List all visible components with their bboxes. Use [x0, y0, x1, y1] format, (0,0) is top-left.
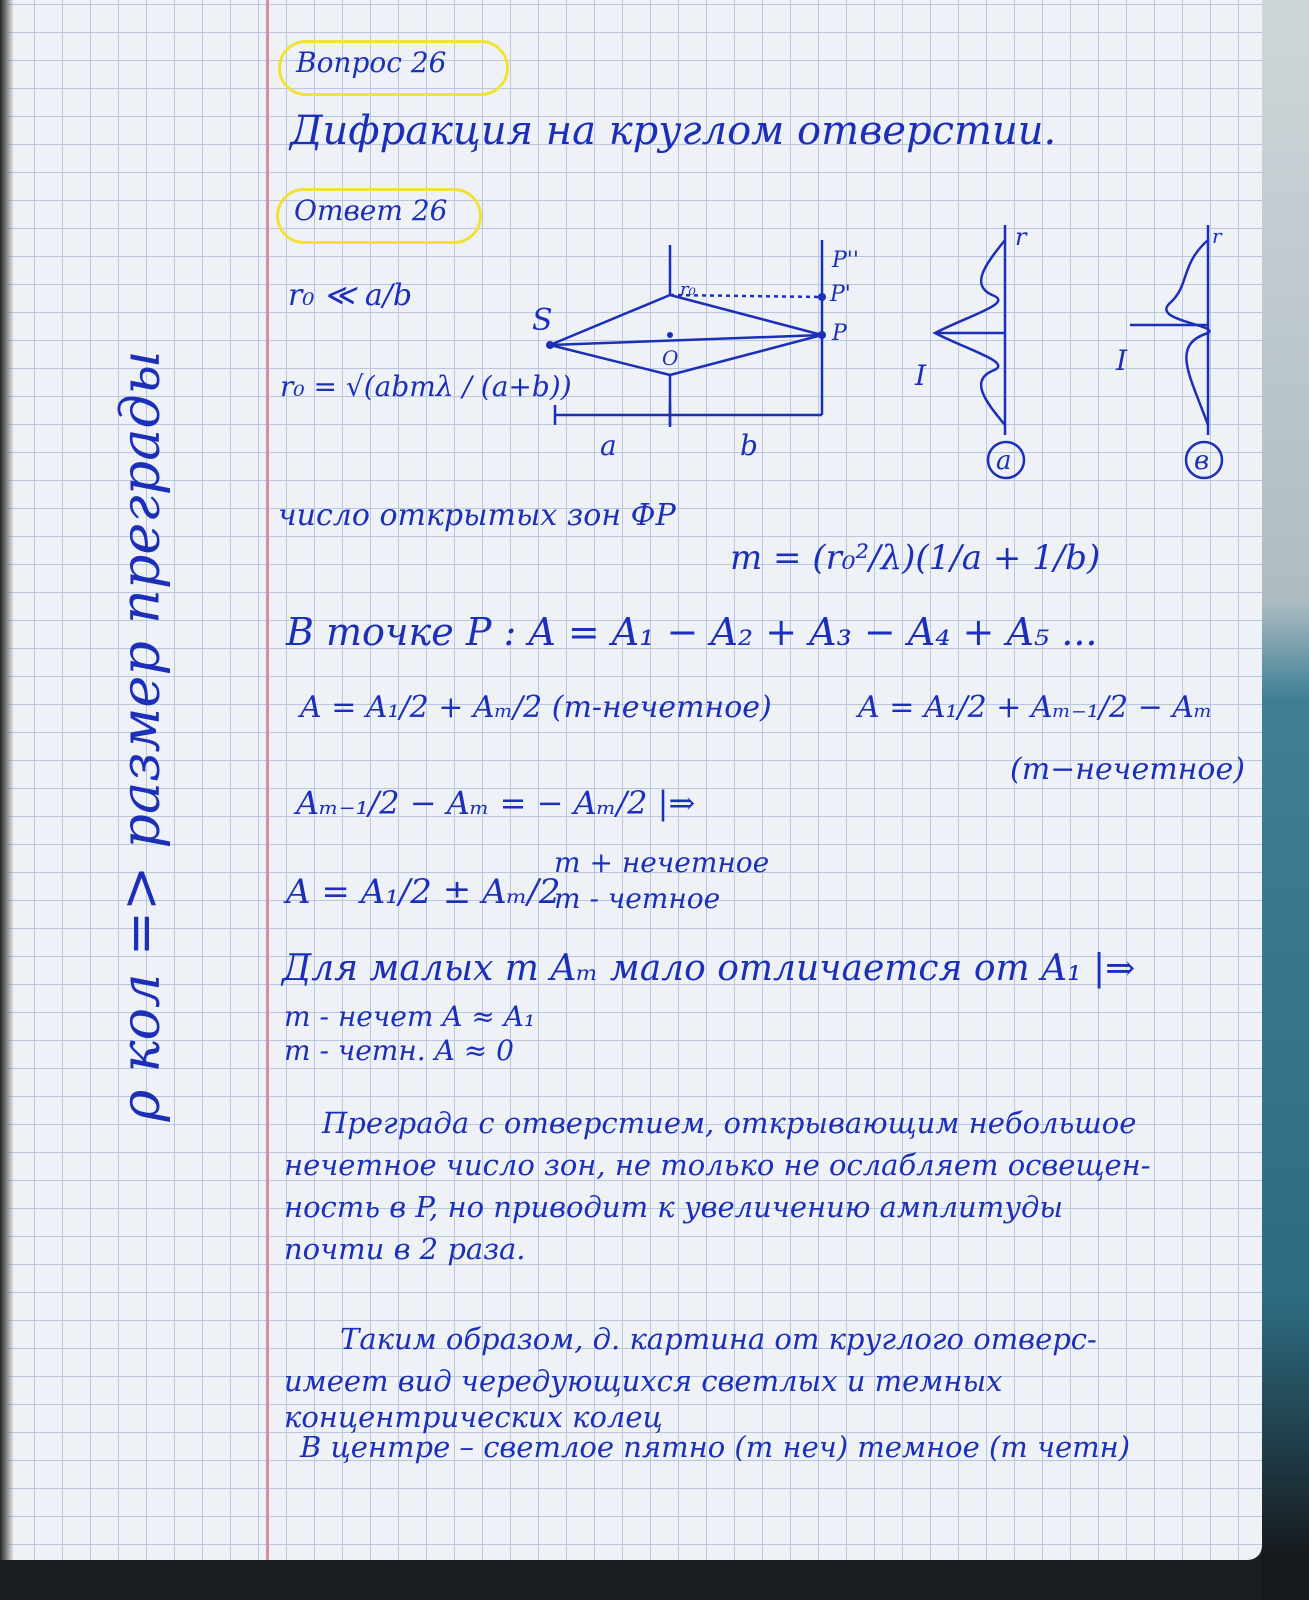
para2-line3: концентрических колец: [284, 1400, 663, 1434]
case-b-label: в: [1194, 446, 1210, 476]
margin-note: ρ кол => размер преграды: [108, 350, 172, 1122]
para1-line2: нечетное число зон, не только не ослабляет освещен-: [284, 1148, 1151, 1182]
odd-case: m - нечет A ≈ A₁: [284, 1000, 536, 1033]
condition-formula: r₀ ≪ a/b: [288, 278, 413, 313]
para1-line1: Преграда с отверстием, открывающим небольшое: [322, 1106, 1137, 1140]
even-note: (m−нечетное): [1010, 752, 1245, 787]
even-case: m - четн. A ≈ 0: [284, 1034, 514, 1067]
point-p2-label: P'': [832, 248, 859, 273]
para2-line1: Таким образом, д. картина от круглого отверс-: [340, 1322, 1097, 1356]
radius-label: r₀: [680, 279, 696, 300]
point-p-label: P: [832, 321, 847, 346]
dist-a-label: a: [600, 429, 617, 462]
question-label: Вопрос 26: [296, 46, 447, 79]
point-p-sum: В точке P : A = A₁ − A₂ + A₃ − A₄ + A₅ ...: [286, 610, 1098, 654]
diffraction-diagram: [530, 225, 1230, 485]
small-m-note: Для малых m Aₘ мало отличается от A₁ |⇒: [282, 948, 1136, 989]
point-p1-label: P': [830, 282, 851, 307]
source-label: S: [532, 303, 553, 338]
dist-b-label: b: [740, 429, 758, 462]
r0-formula: r₀ = √(abmλ / (a+b)): [280, 370, 572, 403]
sign-minus-note: m - четное: [554, 882, 721, 915]
zones-text: число открытых зон ФР: [278, 498, 676, 533]
background-edge: [1262, 0, 1309, 1600]
axis-r-label-b: r: [1212, 225, 1222, 248]
page-title: Дифракция на круглом отверстии.: [290, 108, 1057, 154]
answer-label: Ответ 26: [294, 194, 448, 227]
margin-line: [266, 0, 269, 1560]
a-general-formula: A = A₁/2 ± Aₘ/2: [286, 872, 561, 912]
case-a-label: a: [996, 446, 1012, 476]
sign-plus-note: m + нечетное: [554, 846, 770, 879]
page-binding-shadow: [0, 0, 14, 1560]
para1-line3: ность в P, но приводит к увеличению амплитуды: [284, 1190, 1064, 1224]
axis-r-label-a: r: [1015, 225, 1027, 251]
a-odd-formula: A = A₁/2 + Aₘ/2 (m-нечетное): [300, 690, 772, 725]
para2-line4: В центре – светлое пятно (m неч) темное (m четн): [300, 1430, 1131, 1464]
half-relation: Aₘ₋₁/2 − Aₘ = − Aₘ/2 |⇒: [296, 784, 696, 822]
center-label: O: [662, 346, 679, 370]
para1-line4: почти в 2 раза.: [284, 1232, 526, 1266]
axis-i-label-a: I: [915, 359, 927, 392]
a-even-formula: A = A₁/2 + Aₘ₋₁/2 − Aₘ: [858, 690, 1213, 725]
para2-line2: имеет вид чередующихся светлых и темных: [284, 1364, 1003, 1398]
m-formula: m = (r₀²/λ)(1/a + 1/b): [730, 538, 1101, 578]
axis-i-label-b: I: [1116, 344, 1128, 377]
